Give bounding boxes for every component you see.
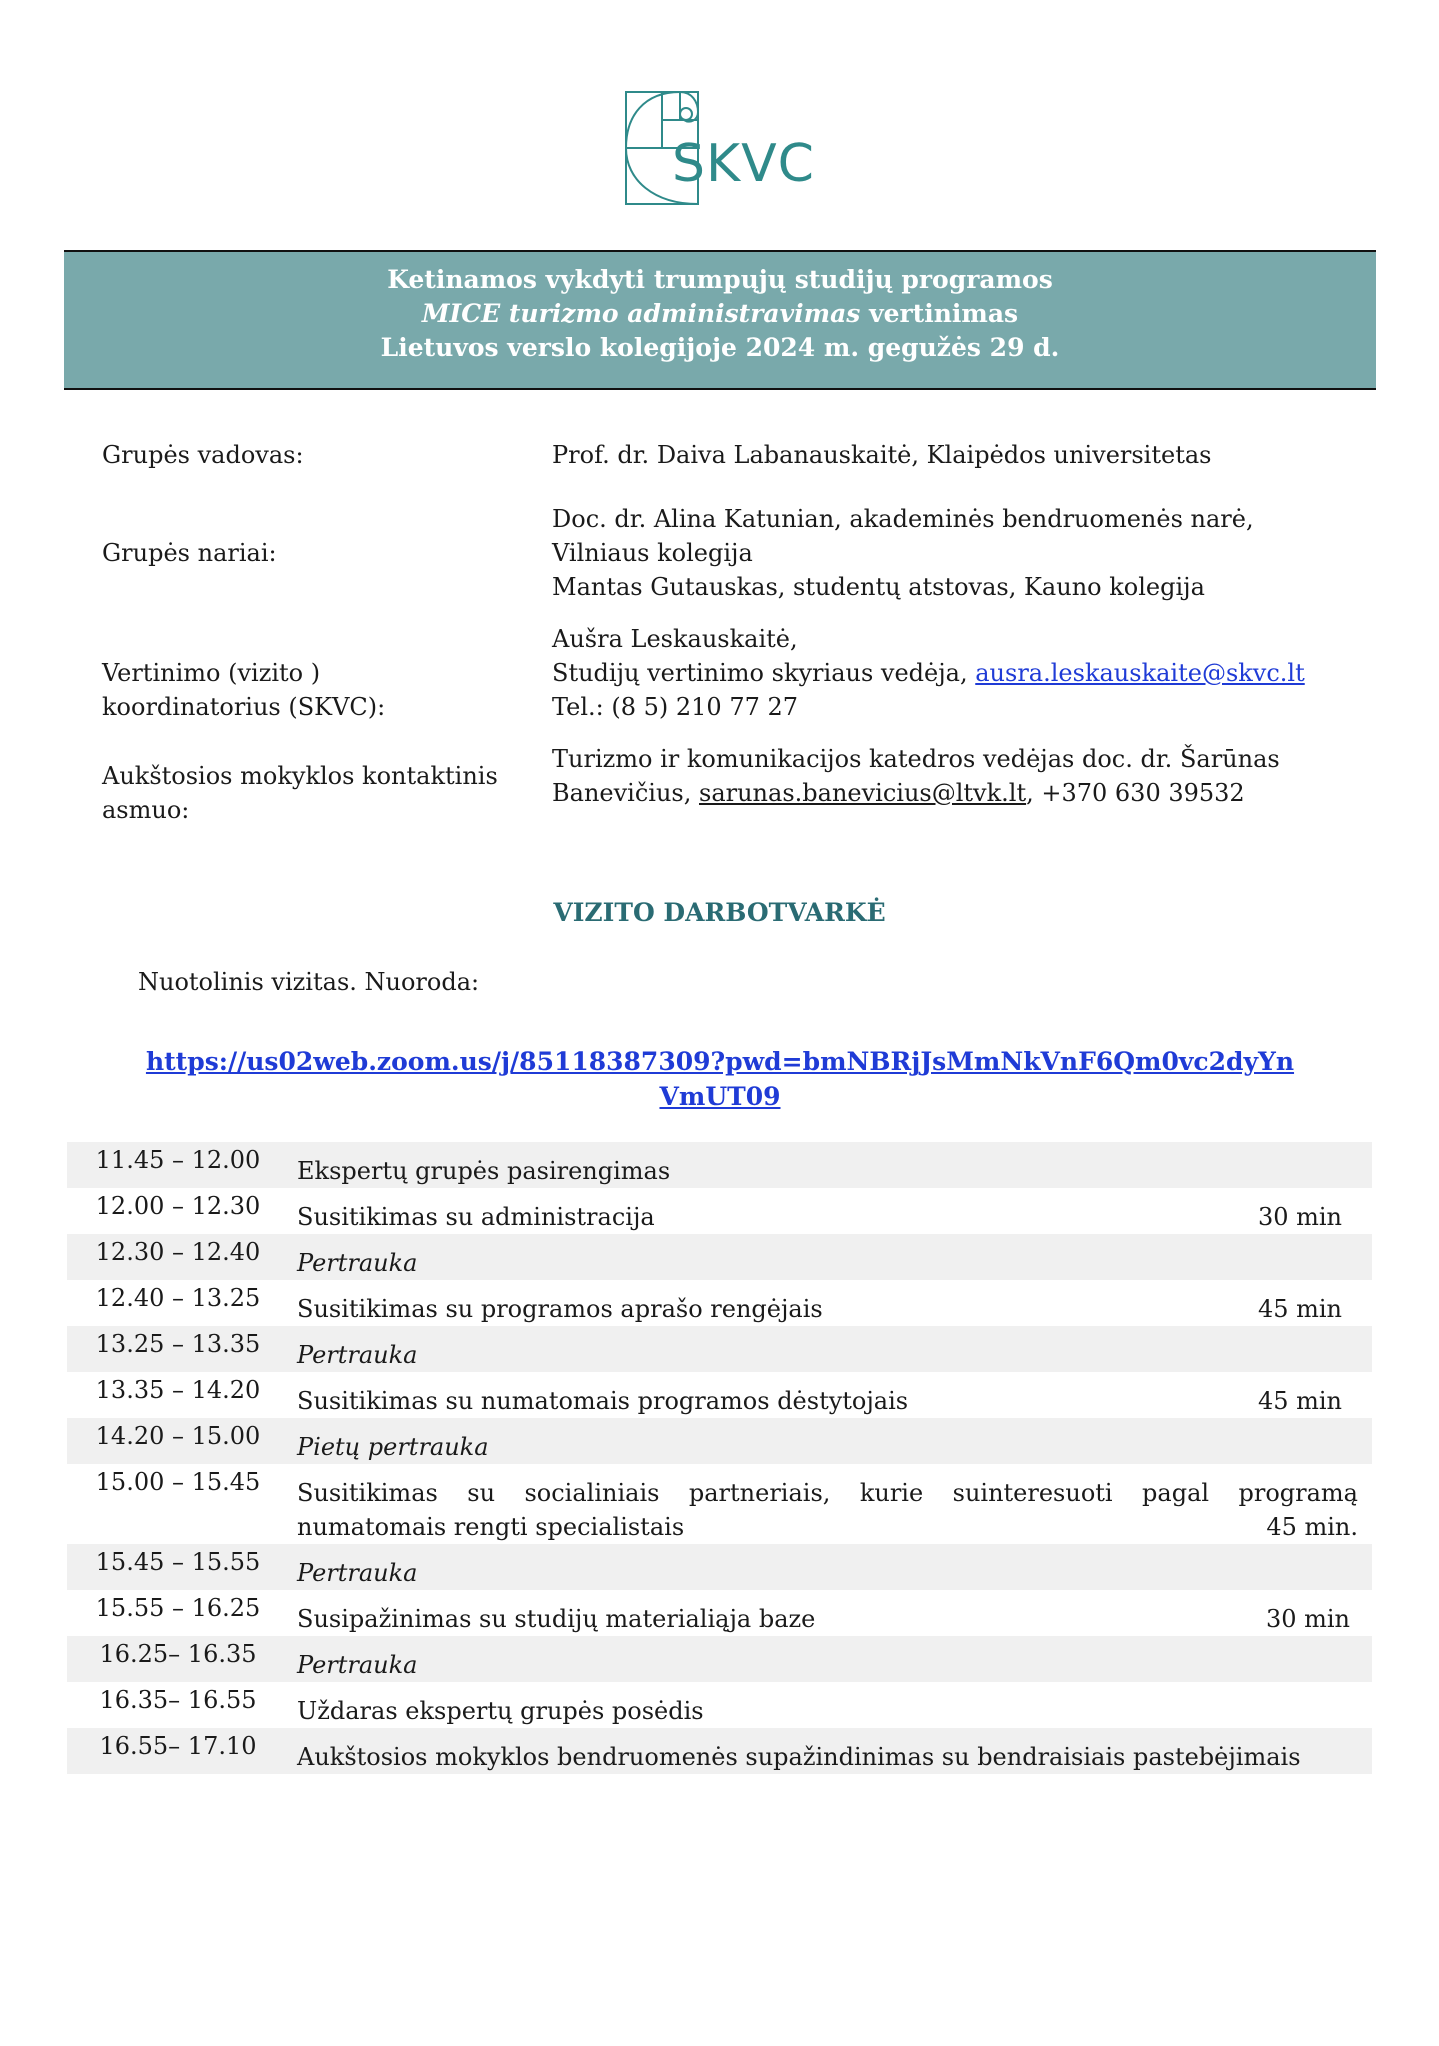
activity-cell: Pertrauka bbox=[297, 1651, 418, 1679]
activity-text: Susitikimas su administracija bbox=[297, 1203, 655, 1231]
member-2: Mantas Gutauskas, studentų atstovas, Kauno kolegija bbox=[552, 573, 1205, 601]
time-cell: 16.35– 16.55 bbox=[99, 1686, 257, 1714]
coordinator-label-line-1: Vertinimo (vizito ) bbox=[102, 659, 321, 687]
activity-cell: Pietų pertrauka bbox=[297, 1433, 489, 1461]
table-row bbox=[67, 1544, 1372, 1590]
table-row bbox=[67, 1142, 1372, 1188]
activity-cell: Pertrauka bbox=[297, 1341, 418, 1369]
logo-text: SKVC bbox=[672, 134, 815, 194]
table-row bbox=[67, 1280, 1372, 1326]
duration: 45 min. bbox=[1266, 1513, 1358, 1541]
coordinator-name: Aušra Leskauskaitė, bbox=[552, 625, 798, 653]
coordinator-position-text: Studijų vertinimo skyriaus vedėja, bbox=[552, 659, 976, 687]
table-row bbox=[67, 1326, 1372, 1372]
info-section bbox=[102, 430, 1342, 827]
remote-visit-text: Nuotolinis vizitas. Nuoroda: bbox=[138, 968, 480, 996]
members-value bbox=[552, 502, 1342, 604]
title-line-2 bbox=[422, 297, 1018, 331]
activity-cell: Ekspertų grupės pasirengimas bbox=[297, 1157, 671, 1185]
table-row bbox=[67, 1636, 1372, 1682]
table-row bbox=[67, 1418, 1372, 1464]
contact-label-line-1: Aukštosios mokyklos kontaktinis bbox=[102, 762, 498, 790]
time-cell: 12.40 – 13.25 bbox=[95, 1284, 261, 1312]
members-label: Grupės nariai: bbox=[102, 539, 277, 567]
activity-text-line-2: numatomais rengti specialistais bbox=[297, 1513, 685, 1541]
activity-cell bbox=[297, 1192, 1372, 1234]
time-cell: 15.00 – 15.45 bbox=[95, 1468, 261, 1496]
contact-email-link[interactable]: sarunas.banevicius@ltvk.lt bbox=[699, 779, 1027, 807]
time-cell: 16.25– 16.35 bbox=[99, 1640, 257, 1668]
contact-value bbox=[552, 742, 1342, 827]
contact-row bbox=[102, 742, 1342, 827]
coordinator-value bbox=[552, 622, 1342, 724]
contact-label-line-2: asmuo: bbox=[102, 796, 190, 824]
coordinator-phone: Tel.: (8 5) 210 77 27 bbox=[552, 693, 799, 721]
agenda-title: VIZITO DARBOTVARKĖ bbox=[553, 898, 886, 927]
time-cell: 13.25 – 13.35 bbox=[95, 1330, 261, 1358]
table-row bbox=[67, 1234, 1372, 1280]
time-cell: 11.45 – 12.00 bbox=[95, 1146, 261, 1174]
title-banner bbox=[64, 250, 1376, 390]
activity-text-line-2-row bbox=[297, 1510, 1358, 1544]
activity-cell: Pertrauka bbox=[297, 1559, 418, 1587]
table-row bbox=[67, 1188, 1372, 1234]
leader-value: Prof. dr. Daiva Labanauskaitė, Klaipėdos universitetas bbox=[552, 441, 1212, 469]
table-row bbox=[67, 1728, 1372, 1774]
duration: 45 min bbox=[1257, 1295, 1342, 1323]
members-row bbox=[102, 502, 1342, 604]
time-cell: 15.55 – 16.25 bbox=[95, 1594, 261, 1622]
table-row bbox=[67, 1590, 1372, 1636]
activity-cell: Pertrauka bbox=[297, 1249, 418, 1277]
time-cell: 15.45 – 15.55 bbox=[95, 1548, 261, 1576]
activity-cell: Uždaras ekspertų grupės posėdis bbox=[297, 1697, 704, 1725]
time-cell: 16.55– 17.10 bbox=[99, 1732, 257, 1760]
time-cell: 12.30 – 12.40 bbox=[95, 1238, 261, 1266]
coordinator-position bbox=[552, 656, 1342, 690]
contact-name-end: Banevičius, bbox=[552, 779, 699, 807]
leader-label: Grupės vadovas: bbox=[102, 441, 304, 469]
coordinator-label-line-2: koordinatorius (SKVC): bbox=[102, 693, 386, 721]
activity-text: Susitikimas su numatomais programos dėstytojais bbox=[297, 1387, 909, 1415]
activity-cell: Aukštosios mokyklos bendruomenės supažindinimas su bendraisiais pastebėjimais bbox=[297, 1743, 1301, 1771]
title-line-2-rest: vertinimas bbox=[860, 299, 1019, 328]
zoom-link[interactable]: https://us02web.zoom.us/j/85118387309?pwd=bmNBRjJsMmNkVnF6Qm0vc2dyYnVmUT09 bbox=[145, 1047, 1295, 1111]
duration: 30 min bbox=[1257, 1203, 1342, 1231]
activity-cell bbox=[297, 1284, 1372, 1326]
time-cell: 13.35 – 14.20 bbox=[95, 1376, 261, 1404]
activity-cell bbox=[297, 1376, 1372, 1418]
member-1-line-2: Vilniaus kolegija bbox=[552, 539, 753, 567]
activity-text: Susitikimas su programos aprašo rengėjais bbox=[297, 1295, 823, 1323]
activity-text: Susipažinimas su studijų materialiąja baze bbox=[297, 1605, 816, 1633]
table-row bbox=[67, 1464, 1372, 1544]
coordinator-label bbox=[102, 622, 552, 724]
time-cell: 14.20 – 15.00 bbox=[95, 1422, 261, 1450]
duration: 45 min bbox=[1257, 1387, 1342, 1415]
title-line-1: Ketinamos vykdyti trumpųjų studijų programos bbox=[387, 265, 1053, 294]
contact-line-2 bbox=[552, 776, 1342, 810]
time-cell: 12.00 – 12.30 bbox=[95, 1192, 261, 1220]
member-1-line-1: Doc. dr. Alina Katunian, akademinės bendruomenės narė, bbox=[552, 505, 1254, 533]
table-row bbox=[67, 1372, 1372, 1418]
title-line-3: Lietuvos verslo kolegijoje 2024 m. gegužės 29 d. bbox=[380, 333, 1060, 362]
table-row bbox=[67, 1682, 1372, 1728]
leader-row bbox=[102, 430, 1342, 480]
activity-cell bbox=[297, 1468, 1372, 1544]
contact-phone: , +370 630 39532 bbox=[1026, 779, 1245, 807]
schedule-table bbox=[67, 1142, 1372, 1774]
contact-label bbox=[102, 742, 552, 827]
skvc-logo bbox=[624, 90, 820, 206]
coordinator-row bbox=[102, 622, 1342, 724]
program-name: MICE turizmo administravimas bbox=[421, 299, 861, 328]
coordinator-email-link[interactable]: ausra.leskauskaite@skvc.lt bbox=[975, 659, 1305, 687]
duration: 30 min bbox=[1265, 1605, 1350, 1633]
contact-line-1: Turizmo ir komunikacijos katedros vedėjas doc. dr. Šarūnas bbox=[552, 745, 1280, 773]
activity-cell bbox=[297, 1594, 1372, 1636]
activity-text-line-1: Susitikimas su socialiniais partneriais, kurie suinteresuoti pagal programą bbox=[297, 1479, 1358, 1507]
